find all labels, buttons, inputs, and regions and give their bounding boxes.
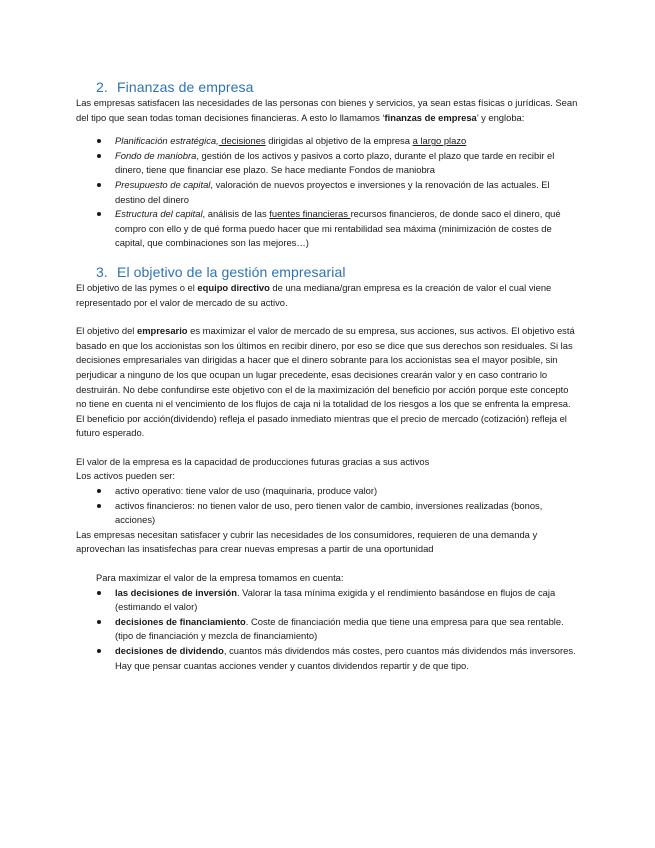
- list-item: Fondo de maniobra, gestión de los activos y pasivos a corto plazo, durante el plazo que tarde en recibir el dinero, tiene que financiar ese plazo. Se hace mediante Fondos de maniobra: [76, 149, 581, 178]
- paragraph: El valor de la empresa es la capacidad de producciones futuras gracias a sus activos: [76, 455, 430, 467]
- list-item: activo operativo: tiene valor de uso (maquinaria, produce valor): [76, 484, 581, 499]
- paragraph: El objetivo de las pymes o el equipo directivo de una mediana/gran empresa es la creación de valor el cual viene representado por el valor de mercado de su activo.: [76, 281, 552, 308]
- paragraph: Las empresas necesitan satisfacer y cubrir las necesidades de los consumidores, requieren de una demanda y aprovechan las insatisfechas para crear nuevas empresas a partir de una oportunidad: [76, 528, 538, 555]
- paragraph: Para maximizar el valor de la empresa tomamos en cuenta:: [96, 572, 344, 584]
- paragraph: El beneficio por acción(dividendo) refleja el pasado inmediato mientras que el precio de mercado (cotización) refleja el futuro esperado.: [76, 412, 567, 439]
- list-item: Presupuesto de capital, valoración de nuevos proyectos e inversiones y la renovación de las actuales. El destino del dinero: [76, 178, 581, 207]
- section-3-heading: 3. El objetivo de la gestión empresarial: [96, 263, 346, 280]
- section-2-heading: 2. Finanzas de empresa: [96, 79, 254, 95]
- decisiones-list: [76, 586, 581, 674]
- document-body: [76, 78, 581, 673]
- list-item: activos financieros: no tienen valor de uso, pero tienen valor de cambio, inversiones realizadas (bonos, acciones): [76, 499, 581, 528]
- section-2-intro: Las empresas satisfacen las necesidades de las personas con bienes y servicios, ya sean estas físicas o jurídicas. Sean del tipo que sean todas toman decisiones financieras. A esto lo llamamos ‘finanzas de empresa’ y engloba:: [76, 97, 578, 123]
- list-item: Planificación estratégica, decisiones dirigidas al objetivo de la empresa a largo plazo: [76, 134, 581, 149]
- activos-list: [76, 484, 581, 528]
- list-item: decisiones de financiamiento. Coste de financiación media que tiene una empresa para que sea rentable. (tipo de financiación y mezcla de financiamiento): [76, 615, 581, 644]
- finanzas-list: [76, 134, 581, 251]
- paragraph: El objetivo del empresario es maximizar el valor de mercado de su empresa, sus acciones, sus activos. El objetivo está basado en que los accionistas son los últimos en recibir dinero, por eso se dice que sus derechos son residuales. Si las decisiones empresariales van dirigidas a hacer que el dinero sobrante para los accionistas sea el mayor posible, sin perjudicar a ninguno de los que ocupan un lugar precedente, esas decisiones crearán valor y en caso contrario lo destruirán. No debe confundirse este objetivo con el de la maximización del beneficio por acción porque este concepto no tiene en cuenta ni el vencimiento de los flujos de caja ni la totalidad de los riesgos a los que se enfrenta la empresa.: [76, 325, 575, 410]
- list-item: las decisiones de inversión. Valorar la tasa mínima exigida y el rendimiento basándose en flujos de caja (estimando el valor): [76, 586, 581, 615]
- list-item: decisiones de dividendo, cuantos más dividendos más costes, pero cuantos más dividendos más inversores. Hay que pensar cuantas acciones vender y cuantos dividendos repartir y de que tipo.: [76, 644, 581, 673]
- list-item: Estructura del capital, análisis de las fuentes financieras recursos financieros, de donde saco el dinero, qué compro con ello y de qué forma puedo hacer que mi rentabilidad sea máxima (minimización de costes de capital, que combinaciones son las mejores…): [76, 207, 581, 251]
- paragraph: Los activos pueden ser:: [76, 470, 176, 482]
